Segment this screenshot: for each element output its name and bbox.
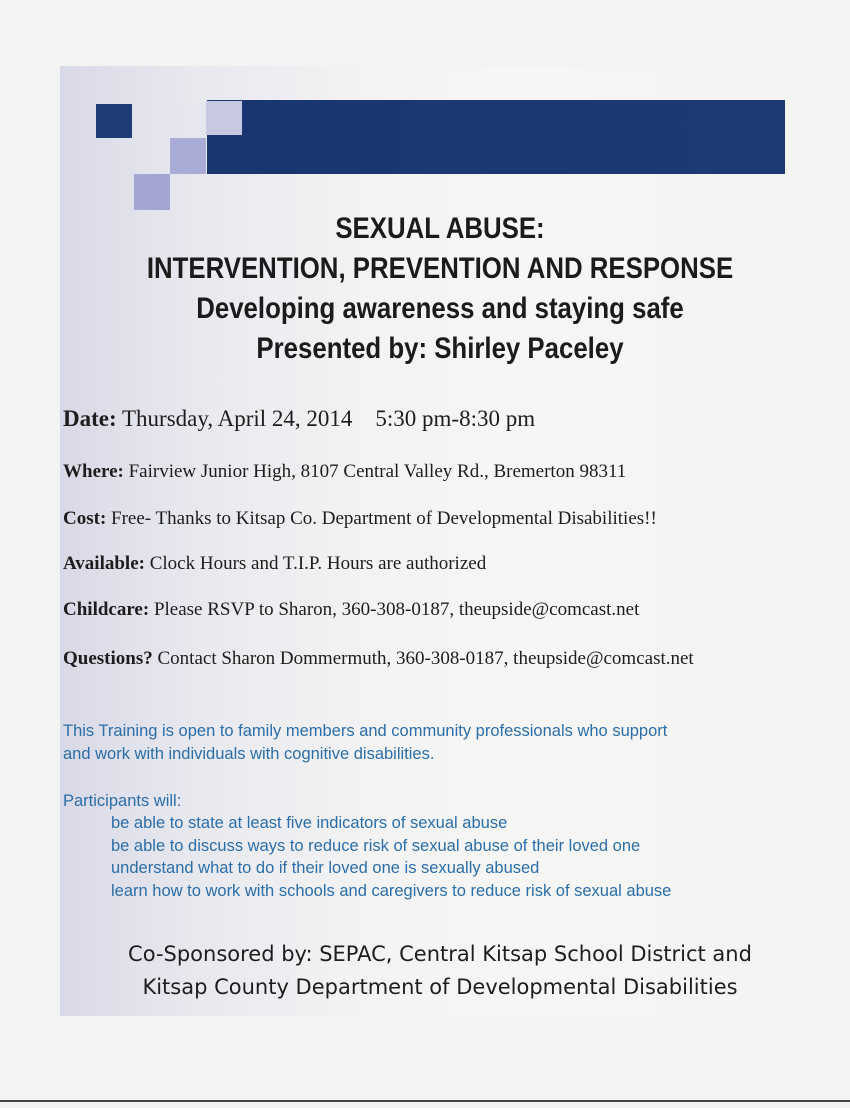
- subtitle: Developing awareness and staying safe: [196, 292, 684, 325]
- cost-label: Cost:: [63, 508, 107, 529]
- available-label: Available:: [63, 553, 145, 574]
- list-item: be able to state at least five indicators of sexual abuse: [111, 814, 508, 832]
- where-row: [63, 461, 626, 483]
- decor-square: [134, 174, 170, 210]
- date-row: [63, 406, 535, 432]
- cosponsor-block: [60, 938, 820, 1004]
- childcare-label: Childcare:: [63, 599, 150, 620]
- childcare-value: Please RSVP to Sharon, 360-308-0187, theupside@comcast.net: [153, 599, 640, 620]
- decor-square: [170, 138, 206, 174]
- available-value: Clock Hours and T.I.P. Hours are authorized: [149, 553, 487, 574]
- intro-paragraph: [63, 720, 667, 765]
- intro-line-1: This Training is open to family members and community professionals who support: [63, 722, 668, 740]
- list-item: be able to discuss ways to reduce risk of sexual abuse of their loved one: [111, 836, 641, 855]
- questions-row: [63, 648, 694, 670]
- scan-edge-line: [0, 1100, 850, 1102]
- participants-list: [111, 812, 671, 902]
- questions-label: Questions?: [63, 648, 153, 669]
- available-row: [63, 553, 486, 575]
- date-label: Date:: [63, 406, 117, 431]
- title-line-2: INTERVENTION, PREVENTION AND RESPONSE: [146, 252, 734, 285]
- cost-value: Free- Thanks to Kitsap Co. Department of Developmental Disabilities!!: [111, 508, 657, 529]
- presenter: Presented by: Shirley Paceley: [256, 332, 624, 365]
- decor-square: [170, 104, 206, 138]
- childcare-row: [63, 599, 639, 621]
- participants-heading: Participants will:: [63, 792, 182, 810]
- where-label: Where:: [63, 461, 124, 482]
- title-line-1: SEXUAL ABUSE:: [335, 212, 545, 245]
- cost-row: [63, 508, 657, 530]
- list-item: understand what to do if their loved one is sexually abused: [111, 859, 540, 877]
- questions-value: Contact Sharon Dommermuth, 360-308-0187, theupside@comcast.net: [157, 648, 694, 669]
- decor-square: [96, 104, 132, 138]
- cosponsor-line-1: Co-Sponsored by: SEPAC, Central Kitsap School District and: [128, 942, 752, 966]
- list-item: learn how to work with schools and caregivers to reduce risk of sexual abuse: [111, 881, 672, 900]
- decor-square: [206, 101, 242, 135]
- where-value: Fairview Junior High, 8107 Central Valley Rd., Bremerton 98311: [128, 461, 627, 482]
- intro-line-2: and work with individuals with cognitive disabilities.: [63, 744, 435, 763]
- header-bar: [207, 100, 785, 174]
- date-value: Thursday, April 24, 2014 5:30 pm-8:30 pm: [121, 406, 536, 431]
- cosponsor-line-2: Kitsap County Department of Developmental Disabilities: [142, 975, 738, 999]
